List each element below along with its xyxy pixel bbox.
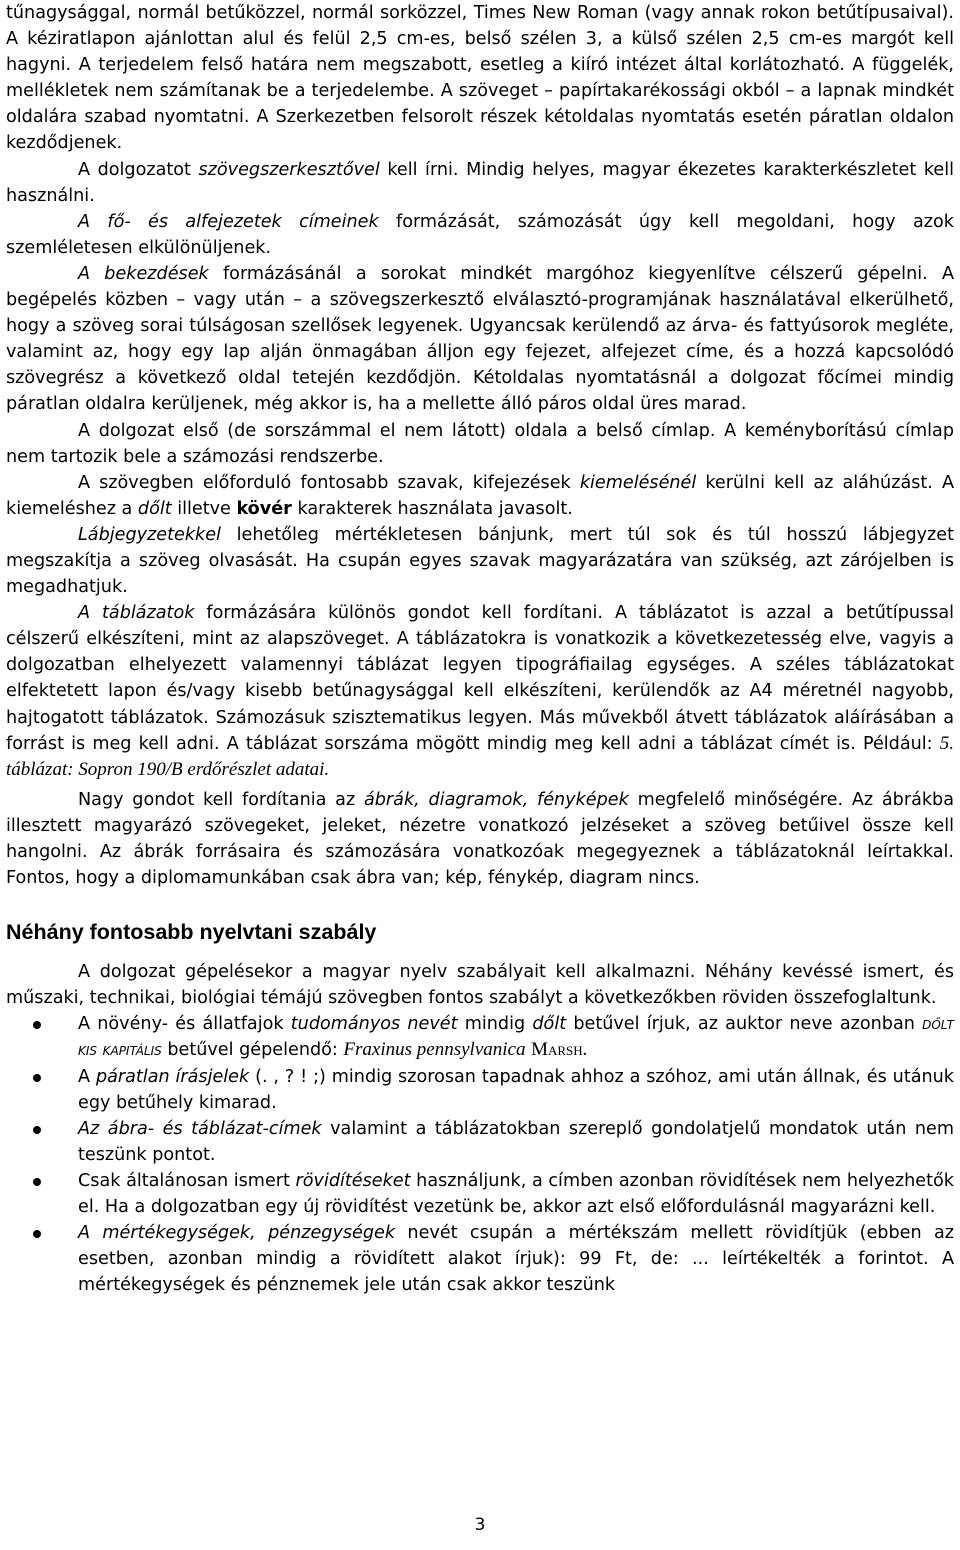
intro-paragraph — [0, 0, 960, 157]
rules-list — [0, 1011, 960, 1298]
emphasis-emphasis: kiemelésénél — [579, 472, 697, 493]
footnotes-paragraph — [0, 522, 960, 600]
figures-text-post: megfelelő minőségére. Az ábrákba illesztett magyarázó szövegeket, jeleket, nézetre vonatkozó jelzéseket a szöveg betűivel össze kell hangolni. Az ábrák forrásaira és számozására vonatkozóak megegyeznek a táblázatoknál leírtakkal. Fontos, hogy a diplomamunkában csak ábra van; kép, fénykép, diagram nincs. — [6, 789, 954, 889]
bullet-icon — [33, 1178, 41, 1186]
table-caption-example: 5. táblázat: Sopron 190/B erdőrészlet adatai. — [6, 732, 954, 780]
figures-text-pre: Nagy gondot kell fordítania az — [78, 789, 364, 810]
list-item — [0, 1116, 960, 1168]
tables-emphasis: A táblázatok — [78, 603, 195, 624]
latin-name: Fraxinus pennsylvanica — [343, 1039, 526, 1061]
headings-paragraph — [0, 209, 960, 261]
footnotes-emphasis: Lábjegyzetekkel — [78, 524, 221, 545]
headings-emphasis: A fő- és alfejezetek címeinek — [78, 211, 379, 232]
emphasis-text-mid2: illetve — [171, 498, 237, 519]
editor-paragraph — [0, 157, 960, 209]
tables-text: formázására különös gondot kell fordítani. A táblázatot is azzal a betűtípussal célszerű elkészíteni, mint az alapszöveget. A táblázatokra is vonatkozik a következetesség elve, vagyis a dolgozatban elhelyezett valamennyi táblázat legyen tipográfiailag egységes. A széles táblázatokat elfektetett lapon és/vagy kisebb betűnagysággal kell elkészíteni, kerülendők az A4 méretnél nagyobb, hajtogatott táblázatok. Számozásuk szisztematikus legyen. Más művekből átvett táblázatok aláírásában a forrást is meg kell adni. A táblázat sorszáma mögött mindig meg kell adni a táblázat címét is. Például: — [6, 603, 954, 754]
italic-example: dőlt — [137, 498, 172, 519]
small-caps-example: dőlt kis kapitális — [78, 1014, 955, 1061]
item-text: A — [78, 1066, 96, 1087]
emphasis-text-mid: kerülni kell az aláhúzást. A kiemeléshez a — [6, 472, 955, 519]
section-intro-paragraph — [0, 959, 960, 1011]
titlepage-text: A dolgozat első (de sorszámmal el nem látott) oldala a belső címlap. A keményborítású címlap nem tartozik bele a számozási rendszerbe. — [6, 420, 954, 467]
bullet-icon — [33, 1230, 41, 1238]
emphasis-paragraph — [0, 470, 960, 522]
page-number: 3 — [474, 1515, 486, 1535]
bold-example: kövér — [236, 498, 292, 519]
list-item — [0, 1168, 960, 1220]
item-text: (. , ? ! ;) mindig szorosan tapadnak ahhoz a szóhoz, ami után állnak, és utánuk egy betűhely kimarad. — [78, 1066, 954, 1113]
item-emphasis: Az ábra- és táblázat-címek — [78, 1118, 322, 1139]
item-emphasis: dőlt — [532, 1014, 567, 1035]
item-text: A növény- és állatfajok — [78, 1014, 291, 1035]
bullet-icon — [33, 1074, 41, 1082]
bullet-icon — [33, 1126, 41, 1134]
tables-paragraph — [0, 600, 960, 783]
figures-emphasis: ábrák, diagramok, fényképek — [363, 789, 629, 810]
item-emphasis: páratlan írásjelek — [95, 1066, 250, 1087]
list-item — [0, 1011, 960, 1063]
bullet-icon — [33, 1021, 41, 1029]
headings-text: formázását, számozását úgy kell megoldani, hogy azok szemléletesen elkülönüljenek. — [6, 211, 954, 258]
item-emphasis: rövidítéseket — [295, 1170, 411, 1191]
paragraphs-paragraph — [0, 261, 960, 418]
item-text: betűvel gépelendő: — [161, 1040, 344, 1061]
editor-text-post: kell írni. Mindig helyes, magyar ékezetes karakterkészletet kell használni. — [6, 159, 954, 206]
section-intro-text: A dolgozat gépelésekor a magyar nyelv szabályait kell alkalmazni. Néhány kevéssé ismert, és műszaki, technikai, biológiai témájú szövegben fontos szabályt a következőkben röviden összefoglaltunk. — [6, 962, 954, 1009]
emphasis-text-pre: A szövegben előforduló fontosabb szavak, kifejezések — [78, 472, 580, 493]
intro-text: tűnagysággal, normál betűközzel, normál sorközzel, Times New Roman (vagy annak rokon betűtípusaival). A kéziratlapon ajánlottan alul és felül 2,5 cm-es, belső szélen 3, a külső szélen 2,5 cm-es margót kell hagyni. A terjedelem felső határa nem megszabott, esetleg a kiíró intézet által korlátozható. A függelék, mellékletek nem számítanak be a terjedelembe. A szöveget – papírtakarékossági okból – a lapnak mindkét oldalára szabad nyomtatni. A Szerkezetben felsorolt részek kétoldalas nyomtatás esetén páratlan oldalon kezdődjenek. — [6, 3, 954, 154]
emphasis-text-post: karakterek használata javasolt. — [291, 498, 573, 519]
item-emphasis: tudományos nevét — [290, 1014, 458, 1035]
paragraphs-emphasis: A bekezdések — [78, 263, 209, 284]
item-text: mindig — [457, 1014, 533, 1035]
editor-emphasis: szövegszerkesztővel — [198, 159, 380, 180]
item-text: használjunk, a címben azonban rövidítések nem helyezhetők el. Ha a dolgozatban egy új rövidítést vezetünk be, akkor azt első előfordulásnál magyarázni kell. — [78, 1170, 954, 1218]
item-text: betűvel írjuk, az auktor neve azonban — [566, 1014, 923, 1035]
list-item — [0, 1220, 960, 1298]
figures-paragraph — [0, 787, 960, 891]
titlepage-paragraph — [0, 418, 960, 470]
author-name: Marsh. — [531, 1039, 588, 1061]
item-text: Csak általánosan ismert — [78, 1170, 296, 1191]
section-heading: Néhány fontosabb nyelvtani szabály — [6, 920, 377, 945]
footnotes-text: lehetőleg mértékletesen bánjunk, mert túl sok és túl hosszú lábjegyzet megszakítja a szöveg olvasását. Ha csupán egyes szavak magyarázatára van szükség, azt zárójelben is megadhatjuk. — [6, 524, 954, 598]
item-emphasis: A mértékegységek, pénzegységek — [78, 1223, 396, 1244]
item-text: valamint a táblázatokban szereplő gondolatjelű mondatok után nem teszünk pontot. — [78, 1118, 954, 1165]
editor-text-pre: A dolgozatot — [78, 159, 199, 180]
item-text: nevét csupán a mértékszám mellett rövidítjük (ebben az esetben, azonban mindig a rövidített alakot írjuk): 99 Ft, de: ... leírtékelték a forintot. A mértékegységek és pénznemek jele után csak akkor teszünk — [78, 1223, 955, 1296]
list-item — [0, 1064, 960, 1116]
paragraphs-text: formázásánál a sorokat mindkét margóhoz kiegyenlítve célszerű gépelni. A begépelés közben – vagy után – a szövegszerkesztő elválasztó-programjának használatával elkerülhető, hogy a szöveg sorai túlságosan szellősek legyenek. Ugyancsak kerülendő az árva- és fattyúsorok megléte, valamint az, hogy egy lap alján önmagában álljon egy fejezet, alfejezet címe, és a hozzá kapcsolódó szövegrész a következő oldal tetején kezdődjön. Kétoldalas nyomtatásnál a dolgozat főcímei mindig páratlan oldalra kerüljenek, még akkor is, ha a mellette álló páros oldal üres marad. — [6, 263, 954, 415]
